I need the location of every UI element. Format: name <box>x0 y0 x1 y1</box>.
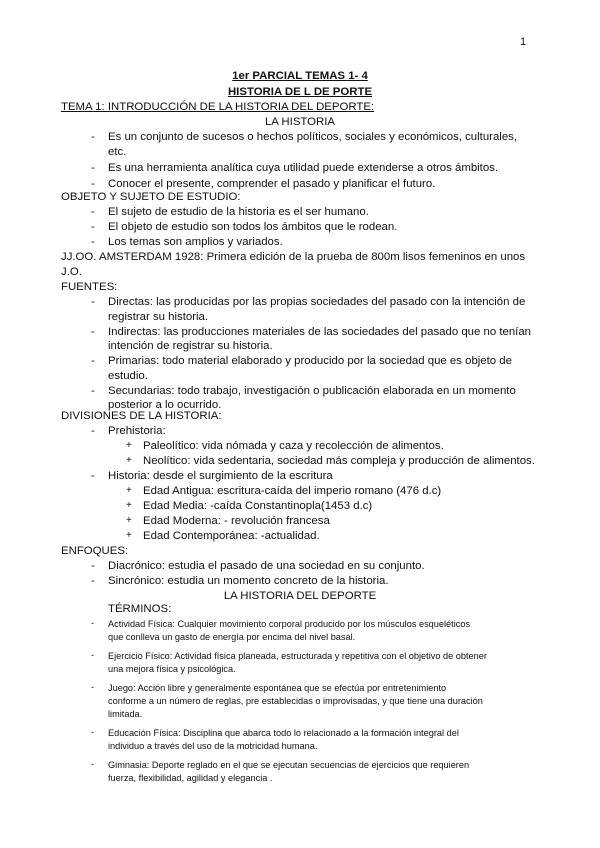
list-item-text: Es un conjunto de sucesos o hechos políticos, sociales y económicos, culturales, <box>108 131 518 143</box>
bullet-dash: - <box>91 384 95 397</box>
bullet-dash: - <box>91 221 95 233</box>
termino-text: Educación Física: Disciplina que abarca todo lo relacionado a la formación integral del <box>108 728 459 738</box>
divisiones-heading: DIVISIONES DE LA HISTORIA: <box>61 410 222 422</box>
bullet-dash: - <box>91 618 95 628</box>
edad-item: Edad Antigua: escritura-caída del imperio romano (476 d.c) <box>143 485 442 497</box>
enfoque-item: Diacrónico: estudia el pasado de una sociedad en su conjunto. <box>108 560 425 572</box>
tema1-heading: TEMA 1: INTRODUCCIÓN DE LA HISTORIA DEL DEPORTE: <box>61 101 375 113</box>
la-historia-heading: LA HISTORIA <box>264 116 336 128</box>
bullet-dash: - <box>91 325 95 338</box>
prehistoria-label: Prehistoria: <box>108 425 166 437</box>
list-item-text: etc. <box>108 146 127 158</box>
document-title: 1er PARCIAL TEMAS 1- 4 <box>232 70 368 82</box>
bullet-dash: - <box>91 470 95 482</box>
list-item-text: registrar su historia. <box>108 310 209 323</box>
page-number: 1 <box>520 36 527 48</box>
plus-bullet: + <box>126 485 132 496</box>
plus-bullet: + <box>126 500 132 511</box>
bullet-dash: - <box>91 236 95 248</box>
bullet-dash: - <box>91 560 95 572</box>
termino-text: Ejercicio Físico: Actividad física planeada, estructurada y repetitiva con el objetivo de obtener <box>108 651 487 661</box>
plus-bullet: + <box>126 515 132 526</box>
bullet-dash: - <box>91 650 95 660</box>
objeto-heading: OBJETO Y SUJETO DE ESTUDIO: <box>61 191 241 203</box>
bullet-dash: - <box>91 759 95 769</box>
fuentes-heading: FUENTES: <box>61 281 118 293</box>
list-item-text: Los temas son amplios y variados. <box>108 236 283 248</box>
bullet-dash: - <box>91 296 95 308</box>
enfoques-heading: ENFOQUES: <box>61 545 129 557</box>
plus-bullet: + <box>126 455 132 466</box>
bullet-dash: - <box>91 162 95 174</box>
termino-text: limitada. <box>108 709 143 719</box>
termino-text: una mejora física y psicológica. <box>108 664 236 674</box>
jjoo-text: JJ.OO. AMSTERDAM 1928: Primera edición de la prueba de 800m lisos femeninos en unos <box>61 251 526 263</box>
list-item-text: El sujeto de estudio de la historia es el ser humano. <box>108 206 369 218</box>
termino-text: Juego: Acción libre y generalmente espontánea que se efectúa por entretenimiento <box>108 683 447 693</box>
termino-text: individuo a través del uso de la motricidad humana. <box>108 741 318 751</box>
edad-item: Edad Moderna: - revolución francesa <box>143 515 330 527</box>
jjoo-text-cont: J.O. <box>61 266 82 278</box>
termino-text: conforme a un número de reglas, pre establecidas o improvisadas, y que tiene una duración <box>108 696 483 706</box>
list-item-text: Es una herramienta analítica cuya utilidad puede extenderse a otros ámbitos. <box>108 162 499 174</box>
list-item-text: Conocer el presente, comprender el pasado y planificar el futuro. <box>108 178 436 190</box>
list-item-text: intención de registrar su historia. <box>108 340 273 352</box>
plus-bullet: + <box>126 530 132 541</box>
bullet-dash: - <box>91 575 95 587</box>
plus-bullet: + <box>126 440 132 451</box>
prehistoria-item: Neolítico: vida sedentaria, sociedad más compleja y producción de alimentos. <box>143 455 535 467</box>
historia-division-label: Historia: desde el surgimiento de la escritura <box>108 470 333 482</box>
list-item-text: Secundarias: todo trabajo, investigación o publicación elaborada en un momento <box>108 384 516 397</box>
document-subtitle: HISTORIA DE L DE PORTE <box>227 86 373 98</box>
bullet-dash: - <box>91 178 95 190</box>
termino-text: Gimnasia: Deporte reglado en el que se ejecutan secuencias de ejercicios que requieren <box>108 760 470 770</box>
list-item-text: Indirectas: las producciones materiales de las sociedades del pasado que no tenían <box>108 325 531 338</box>
enfoque-item: Sincrónico: estudia un momento concreto de la historia. <box>108 575 389 587</box>
bullet-dash: - <box>91 682 95 692</box>
list-item-text: El objeto de estudio son todos los ámbitos que le rodean. <box>108 221 398 233</box>
termino-text: fuerza, flexibilidad, agilidad y elegancia . <box>108 773 273 783</box>
terminos-heading: TÉRMINOS: <box>108 603 172 615</box>
list-item-text: Directas: las producidas por las propias sociedades del pasado con la intención de <box>108 296 526 308</box>
list-item-text: Primarias: todo material elaborado y producido por la sociedad que es objeto de <box>108 355 512 367</box>
bullet-dash: - <box>91 355 95 367</box>
termino-text: que conlleva un gasto de energía por encima del nivel basal. <box>108 632 356 642</box>
list-item-text: posterior a lo ocurrido. <box>108 399 222 411</box>
edad-item: Edad Contemporánea: -actualidad. <box>143 530 320 542</box>
list-item-text: estudio. <box>108 369 148 382</box>
historia-deporte-heading: LA HISTORIA DEL DEPORTE <box>223 590 377 602</box>
edad-item: Edad Media: -caída Constantinopla(1453 d.c) <box>143 500 373 512</box>
bullet-dash: - <box>91 425 95 437</box>
prehistoria-item: Paleolítico: vida nómada y caza y recolección de alimentos. <box>143 440 444 452</box>
bullet-dash: - <box>91 131 95 143</box>
bullet-dash: - <box>91 206 95 218</box>
termino-text: Actividad Física: Cualquier movimiento corporal producido por los músculos esqueléticos <box>108 619 471 629</box>
bullet-dash: - <box>91 727 95 737</box>
